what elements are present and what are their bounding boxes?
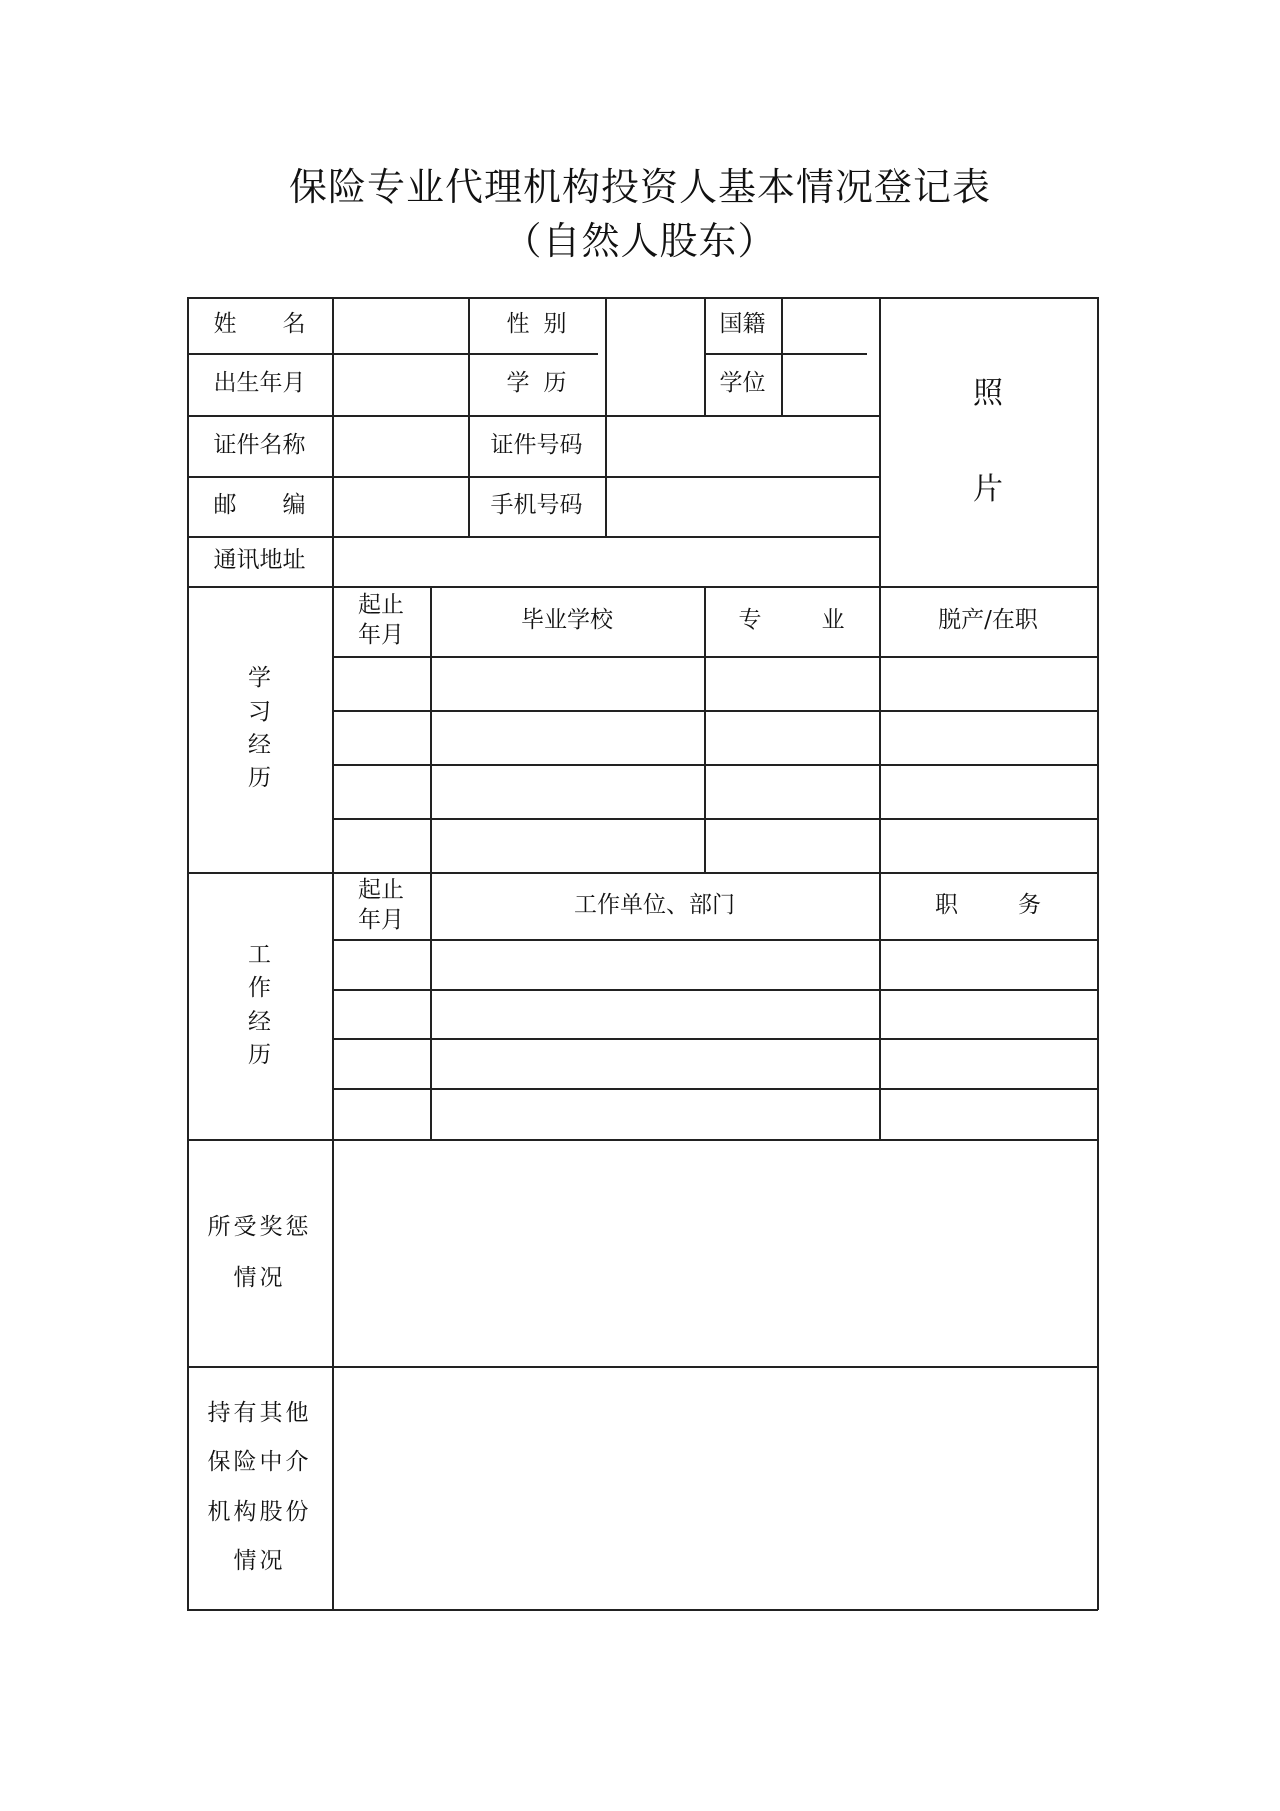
study-period-header: 起止 年月 [358, 592, 404, 648]
awards-label: 所受奖惩 情况 [207, 1213, 312, 1291]
education-label: 学历 [506, 370, 581, 397]
row-line [332, 989, 1098, 991]
col-line [879, 586, 881, 1140]
major-header: 专业 [738, 607, 905, 634]
postcode-label: 邮编 [213, 492, 352, 519]
id-number-label: 证件号码 [490, 431, 583, 458]
table-border-bottom [187, 1609, 1098, 1611]
col-line [605, 297, 607, 537]
row-line [332, 656, 1098, 658]
id-type-label: 证件名称 [213, 431, 306, 458]
row-line [332, 1038, 1098, 1040]
row-line [332, 939, 1098, 941]
work-period-header: 起止 年月 [358, 876, 404, 933]
name-label: 姓名 [213, 311, 352, 338]
study-history-label: 学 习 经 历 [248, 665, 271, 792]
gender-label: 性别 [506, 311, 581, 338]
photo-placeholder: 照 片 [973, 375, 1003, 507]
col-line [781, 297, 783, 416]
mobile-label: 手机号码 [490, 492, 583, 519]
work-history-label: 工 作 经 历 [248, 941, 271, 1068]
degree-label: 学位 [719, 370, 766, 397]
address-label: 通讯地址 [213, 547, 306, 574]
table-border-right [1097, 297, 1099, 1610]
row-line [332, 764, 1098, 766]
document-subtitle: （自然人股东） [503, 219, 777, 263]
registration-form-table [187, 297, 1101, 1610]
position-header: 职务 [935, 891, 1101, 918]
row-line [332, 1088, 1098, 1090]
birth-date-label: 出生年月 [213, 370, 306, 397]
row-line [332, 818, 1098, 820]
document-title: 保险专业代理机构投资人基本情况登记表 [288, 165, 991, 209]
work-unit-header: 工作单位、部门 [574, 891, 735, 918]
nationality-label: 国籍 [719, 311, 766, 338]
school-header: 毕业学校 [521, 607, 613, 634]
other-holdings-label: 持有其他 保险中介 机构股份 情况 [207, 1399, 312, 1574]
study-mode-header: 脱产/在职 [938, 607, 1038, 634]
col-line [430, 586, 432, 1140]
row-line [332, 710, 1098, 712]
